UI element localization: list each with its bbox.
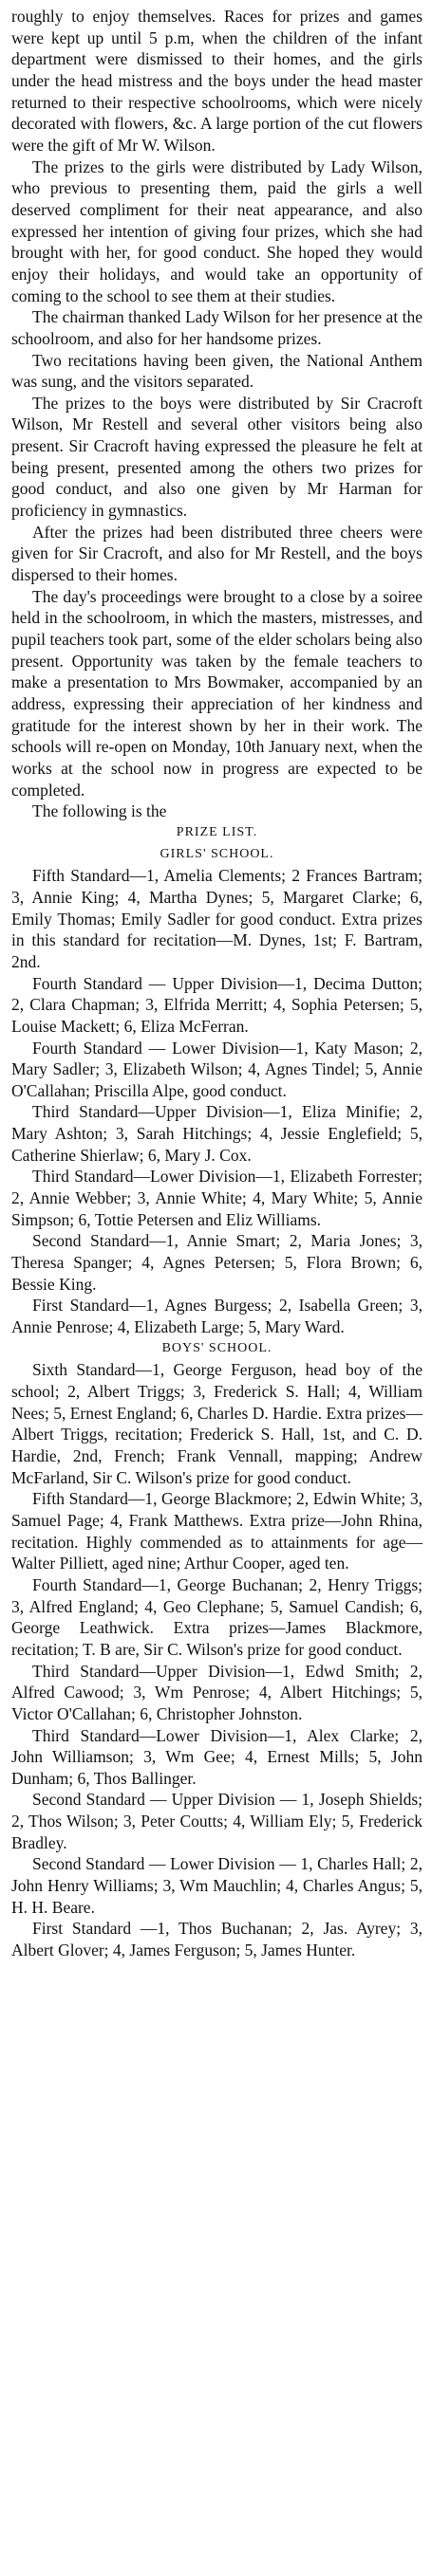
article-paragraph: First Standard —1, Thos Buchanan; 2, Jas. Ayrey; 3, Albert Glover; 4, James Ferguson; 5, James Hunter.: [11, 1919, 423, 1960]
article-paragraph: Fifth Standard—1, George Blackmore; 2, Edwin White; 3, Samuel Page; 4, Frank Matthews. Extra prize—John Rhina, recitation. Highly commended as to attainments for age—Walter Pilliett, aged nine; Arthur Cooper, aged ten.: [11, 1489, 423, 1573]
article-paragraph: Second Standard — Upper Division — 1, Joseph Shields; 2, Thos Wilson; 3, Peter Coutts; 4, William Ely; 5, Frederick Bradley.: [11, 1790, 423, 1852]
article-paragraph: Third Standard—Upper Division—1, Edwd Smith; 2, Alfred Cawood; 3, Wm Penrose; 4, Albert Hitchings; 5, Victor O'Callahan; 6, Christopher Johnston.: [11, 1661, 423, 1723]
section-heading: PRIZE LIST.: [176, 824, 258, 839]
article-paragraph: The chairman thanked Lady Wilson for her presence at the schoolroom, and also for her handsome prizes.: [11, 307, 423, 348]
article-paragraph: Second Standard — Lower Division — 1, Charles Hall; 2, John Henry Williams; 3, Wm Mauchlin; 4, Charles Angus; 5, H. H. Beare.: [11, 1854, 423, 1917]
article-paragraph: Third Standard—Lower Division—1, Alex Clarke; 2, John Williamson; 3, Wm Gee; 4, Ernest Mills; 5, John Dunham; 6, Thos Ballinger.: [11, 1725, 423, 1788]
article-paragraph: The prizes to the boys were distributed by Sir Cracroft Wilson, Mr Restell and several other visitors being also present. Sir Cracroft having expressed the pleasure he felt at being present, presented among the others two prizes for good conduct, and also one given by Mr Harman for proficiency in gymnastics.: [11, 393, 423, 521]
article-paragraph: Sixth Standard—1, George Ferguson, head boy of the school; 2, Albert Triggs; 3, Frederick S. Hall; 4, William Nees; 5, Ernest England; 6, Charles D. Hardie. Extra prizes—Albert Triggs, recitation; Frederick S. Hall, 1st, and C. D. Hardie, 2nd, French; Frank Vennall, mapping; Andrew McFarland, Sir C. Wilson's prize for good conduct.: [11, 1360, 423, 1487]
article-paragraph: Third Standard—Lower Division—1, Elizabeth Forrester; 2, Annie Webber; 3, Annie White; 4, Mary White; 5, Annie Simpson; 6, Tottie Petersen and Eliz Williams.: [11, 1167, 423, 1229]
article-paragraph: Third Standard—Upper Division—1, Eliza Minifie; 2, Mary Ashton; 3, Sarah Hitchings; 4, Jessie Englefield; 5, Catherine Shierlaw; 6, Mary J. Cox.: [11, 1102, 423, 1165]
article-paragraph: The following is the: [32, 801, 167, 821]
article-paragraph: Second Standard—1, Annie Smart; 2, Maria Jones; 3, Theresa Spanger; 4, Agnes Petersen; 5, Flora Brown; 6, Bessie King.: [11, 1231, 423, 1294]
article-paragraph: Fourth Standard — Upper Division—1, Decima Dutton; 2, Clara Chapman; 3, Elfrida Merritt; 4, Sophia Petersen; 5, Louise Mackett; 6, Eliza McFerran.: [11, 973, 423, 1036]
section-heading: GIRLS' SCHOOL.: [160, 846, 274, 861]
article-paragraph: The day's proceedings were brought to a close by a soiree held in the schoolroom, in which the masters, mistresses, and pupil teachers took part, some of the elder scholars being also present. Opportunity was taken by the female teachers to make a presentation to Mrs Bowmaker, accompanied by an address, expressing their appreciation of her kindness and gratitude for the interest shown by her in their work. The schools will re-open on Monday, 10th January next, when the works at the school now in progress are expected to be completed.: [11, 586, 423, 800]
section-heading: BOYS' SCHOOL.: [161, 1340, 272, 1355]
article-paragraph: Fourth Standard — Lower Division—1, Katy Mason; 2, Mary Sadler; 3, Elizabeth Wilson; 4, Agnes Tindel; 5, Annie O'Callahan; Priscilla Alpe, good conduct.: [11, 1038, 423, 1100]
article-paragraph: Two recitations having been given, the National Anthem was sung, and the visitors separated.: [11, 350, 423, 392]
article-paragraph: First Standard—1, Agnes Burgess; 2, Isabella Green; 3, Annie Penrose; 4, Elizabeth Large; 5, Mary Ward.: [11, 1296, 423, 1337]
article-paragraph: The prizes to the girls were distributed by Lady Wilson, who previous to presenting them, paid the girls a well deserved compliment for their neat appearance, and also expressed her intention of giving four prizes, which she had brought with her, for good conduct. She hoped they would enjoy their holidays, and would take an opportunity of coming to the school to see them at their studies.: [11, 156, 423, 305]
article-paragraph: Fifth Standard—1, Amelia Clements; 2 Frances Bartram; 3, Annie King; 4, Martha Dynes; 5, Margaret Clarke; 6, Emily Thomas; Emily Sadler for good conduct. Extra prizes in this standard for recitation—M. Dynes, 1st; F. Bartram, 2nd.: [11, 866, 423, 971]
article-paragraph: Fourth Standard—1, George Buchanan; 2, Henry Triggs; 3, Alfred England; 4, Geo Clephane; 5, Samuel Candish; 6, George Leathwick. Extra prizes—James Blackmore, recitation; T. B are, Sir C. Wilson's prize for good conduct.: [11, 1574, 423, 1659]
article-paragraph: After the prizes had been distributed three cheers were given for Sir Cracroft, and also for Mr Restell, and the boys dispersed to their homes.: [11, 522, 423, 585]
article-paragraph: roughly to enjoy themselves. Races for prizes and games were kept up until 5 p.m, when the children of the infant department were dismissed to their homes, and the girls under the head mistress and the boys under the head master returned to their respective schoolrooms, which were nicely decorated with flowers, &c. A large portion of the cut flowers were the gift of Mr W. Wilson.: [11, 7, 423, 155]
